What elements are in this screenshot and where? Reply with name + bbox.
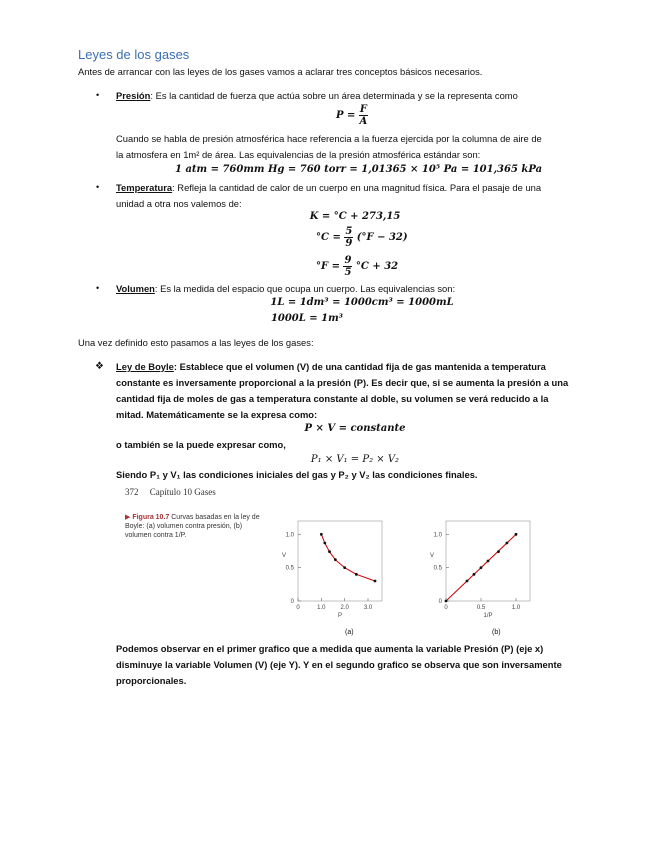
data-point (334, 558, 337, 561)
boyle-formula-2: P₁ × V₁ = P₂ × V₂ (310, 454, 400, 465)
presion-term: Presión (116, 90, 151, 101)
temp-formula-celsius (316, 226, 408, 249)
x-axis-label: 1/P (483, 613, 493, 619)
bullet-icon: • (96, 182, 100, 192)
fraction (344, 226, 353, 249)
presion-paragraph (116, 88, 518, 104)
formula-rhs: °C + 32 (355, 261, 399, 272)
chart-b-label: (b) (492, 629, 501, 636)
presion-equivalence: 1 atm = 760mm Hg = 760 torr = 1,01365 × 10⁵ Pa = 101,365 kPa (175, 164, 543, 175)
conclusion-line1: Podemos observar en el primer grafico que a medida que aumenta la variable Presión (P) (eje x) (116, 643, 544, 654)
formula-lhs: °F = (316, 261, 340, 272)
temperatura-paragraph (116, 180, 541, 196)
temperatura-term: Temperatura (116, 182, 173, 193)
denominator: 5 (344, 267, 352, 278)
y-tick-label: 0.5 (433, 565, 442, 572)
chart-volume-vs-pressure (272, 515, 392, 640)
bullet-icon: • (96, 90, 100, 100)
presion-formula (336, 104, 368, 127)
data-point-origin (445, 600, 448, 603)
volumen-paragraph (116, 281, 455, 297)
y-tick-label: 0 (438, 599, 442, 605)
fraction (343, 255, 352, 278)
formula-rhs: (°F − 32) (356, 232, 408, 243)
series-line (321, 534, 375, 581)
boyle-line4: mitad. Matemáticamente se la expresa como: (116, 409, 318, 420)
x-tick-label: 2.0 (340, 605, 349, 611)
y-tick-label: 1.0 (285, 532, 294, 539)
data-point (328, 550, 331, 553)
y-tick-label: 0.5 (285, 565, 294, 572)
volumen-term: Volumen (116, 283, 155, 294)
data-point (343, 566, 346, 569)
caption-title: Figura 10.7 (132, 514, 170, 521)
numerator: 9 (344, 255, 352, 266)
x-tick-label: 0.5 (476, 605, 486, 611)
numerator: F (359, 104, 367, 115)
x-tick-label: 1.0 (511, 605, 521, 611)
volumen-text: : Es la medida del espacio que ocupa un cuerpo. Las equivalencias son: (154, 283, 456, 294)
temp-formula-fahrenheit (316, 255, 398, 278)
presion-line1: Cuando se habla de presión atmosférica hace referencia a la fuerza ejercida por la columna de aire de (116, 133, 542, 144)
x-tick-label: 1.0 (317, 605, 326, 611)
diamond-bullet-icon: ❖ (95, 361, 104, 372)
data-point (487, 560, 490, 563)
caption-marker-icon: ▶ (125, 514, 133, 521)
data-point (480, 566, 483, 569)
y-axis-label: V (429, 553, 435, 559)
boyle-formula-1: P × V = constante (304, 423, 406, 434)
temperatura-text: : Refleja la cantidad de calor de un cuerpo en una magnitud física. Para el pasaje de una (172, 182, 542, 193)
plot-frame (298, 521, 382, 601)
figure-page-number: 372 (125, 487, 139, 497)
data-point (355, 573, 358, 576)
x-axis-label: P (337, 613, 343, 619)
data-point (506, 542, 509, 545)
bullet-icon: • (96, 283, 100, 293)
presion-text: : Es la cantidad de fuerza que actúa sobre un área determinada y se la representa como (150, 90, 518, 101)
boyle-line1: : Establece que el volumen (V) de una cantidad fija de gas mantenida a temperatura (173, 361, 546, 372)
temperatura-line2: unidad a otra nos valemos de: (116, 198, 242, 209)
page-title: Leyes de los gases (78, 47, 190, 62)
boyle-conditions: Siendo P₁ y V₁ las condiciones iniciales del gas y P₂ y V₂ las condiciones finales. (116, 469, 478, 480)
presion-line2: la atmosfera en 1m² de área. Las equivalencias de la presión atmosférica estándar son: (116, 149, 481, 160)
y-axis-label: V (281, 553, 287, 559)
data-point (320, 533, 323, 536)
figure-header (125, 487, 216, 497)
boyle-also: o también se la puede expresar como, (116, 439, 286, 450)
volumen-formula-1: 1L = 1dm³ = 1000cm³ = 1000mL (270, 297, 454, 308)
transition-text: Una vez definido esto pasamos a las leyes de los gases: (78, 337, 314, 348)
y-tick-label: 0 (290, 599, 294, 605)
x-tick-label: 0 (444, 605, 448, 611)
chart-volume-vs-inverse-pressure (420, 515, 540, 640)
data-point (473, 573, 476, 576)
intro-text: Antes de arrancar con las leyes de los gases vamos a aclarar tres conceptos básicos necesarios. (78, 66, 483, 77)
volumen-formula-2: 1000L = 1m³ (270, 313, 344, 324)
data-point (466, 580, 469, 583)
boyle-term: Ley de Boyle (116, 361, 174, 372)
chart-a-label: (a) (345, 629, 354, 636)
y-tick-label: 1.0 (433, 532, 442, 539)
boyle-line3: cantidad fija de moles de gas a temperatura constante al doble, su volumen se verá reducido a la (116, 393, 549, 404)
denominator: A (359, 116, 368, 127)
x-tick-label: 0 (296, 605, 300, 611)
boyle-line2: constante es inversamente proporcional a la presión (P). Es decir que, si se aumenta la presión a una (116, 377, 569, 388)
caption-text: Curvas basadas en la ley de Boyle: (a) volumen contra presión, (b) volumen contra 1/P. (125, 514, 260, 539)
figure-caption (125, 513, 260, 540)
data-point (515, 533, 518, 536)
formula-lhs: P = (336, 110, 356, 121)
data-point (374, 580, 377, 583)
conclusion-line2: disminuye la variable Volumen (V) (eje Y). Y en el segundo grafico se observa que son inversamente (116, 659, 562, 670)
formula-lhs: °C = (316, 232, 341, 243)
denominator: 9 (345, 238, 353, 249)
numerator: 5 (345, 226, 353, 237)
data-point (497, 550, 500, 553)
fraction (359, 104, 368, 127)
conclusion-line3: proporcionales. (116, 675, 187, 686)
figure-chapter: Capítulo 10 Gases (149, 487, 216, 497)
x-tick-label: 3.0 (363, 605, 373, 611)
data-point (323, 542, 326, 545)
boyle-paragraph (116, 359, 546, 375)
temp-formula-kelvin: K = °C + 273,15 (309, 211, 401, 222)
